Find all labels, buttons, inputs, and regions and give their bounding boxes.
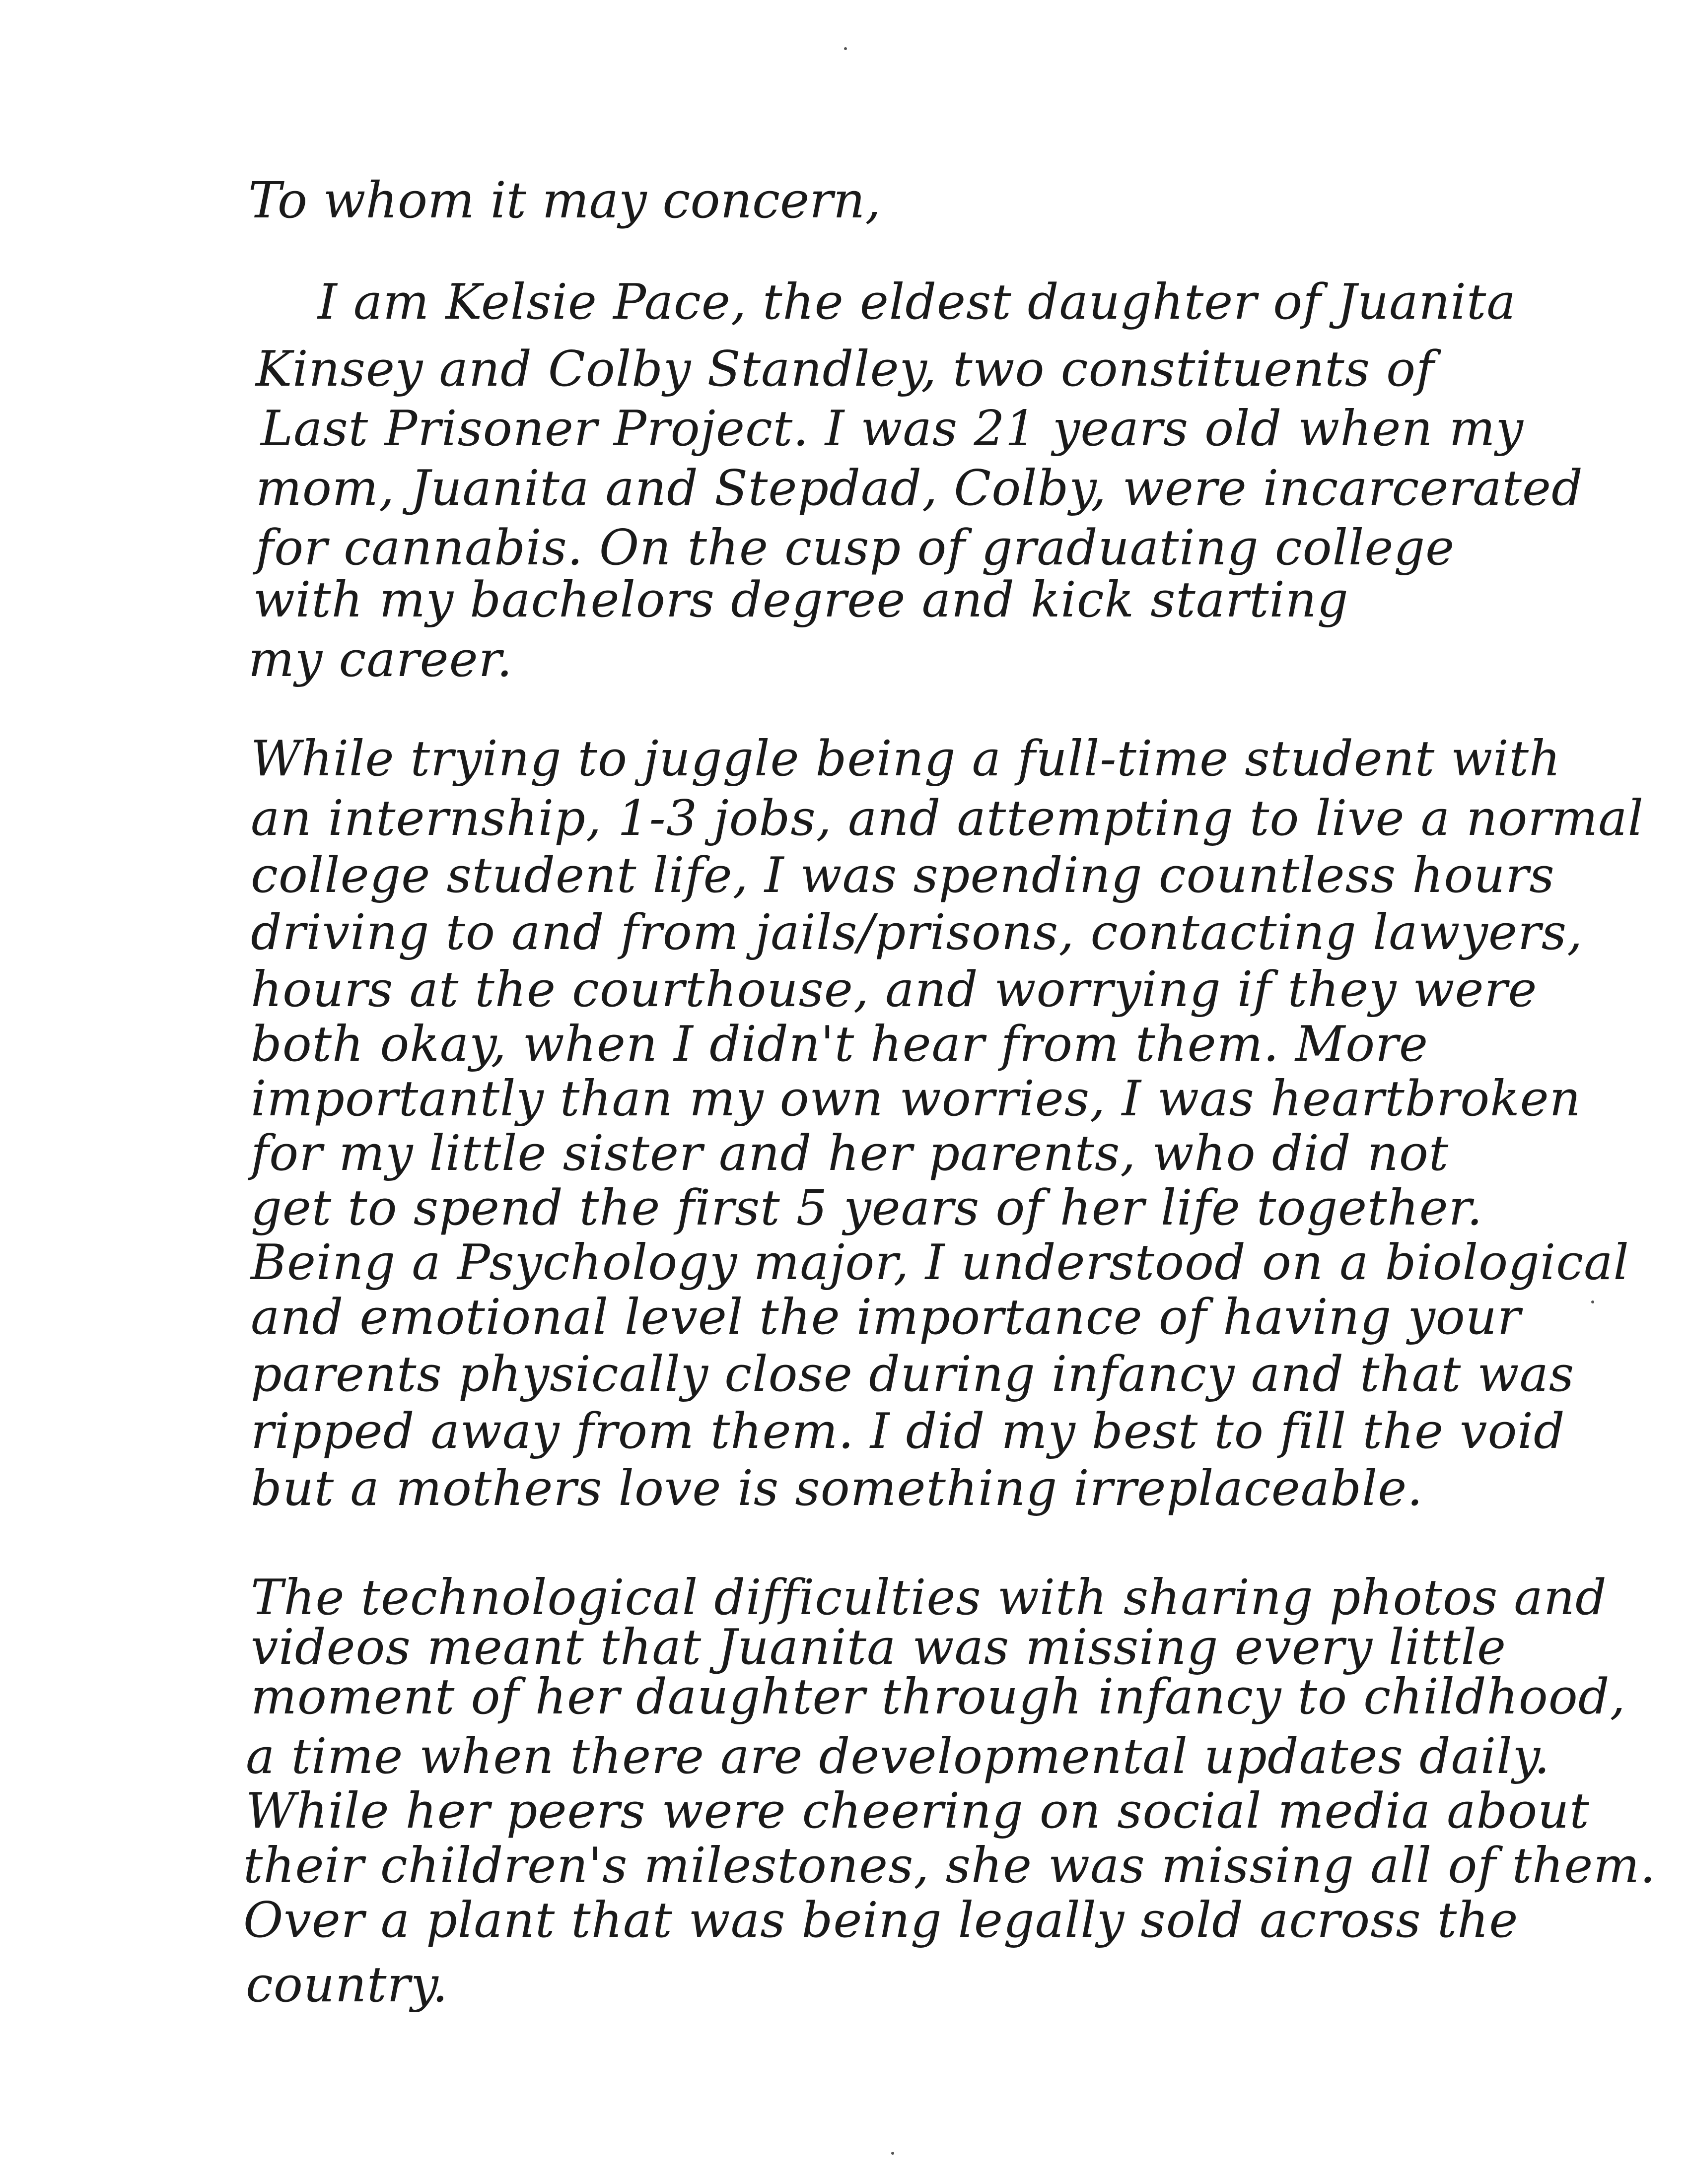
paragraph-line: driving to and from jails/prisons, contacting lawyers,: [251, 904, 1583, 961]
paragraph-line: Kinsey and Colby Standley, two constituents of: [256, 341, 1435, 398]
paragraph-line: an internship, 1-3 jobs, and attempting to live a normal: [251, 790, 1644, 847]
paragraph-line: their children's milestones, she was missing all of them.: [243, 1838, 1656, 1894]
paragraph-line: Last Prisoner Project. I was 21 years old when my: [261, 401, 1524, 457]
scan-mark: [1591, 1300, 1594, 1303]
paragraph-line: moment of her daughter through infancy to childhood,: [251, 1669, 1626, 1725]
paragraph-line: videos meant that Juanita was missing every little: [251, 1619, 1507, 1676]
paragraph-line: importantly than my own worries, I was heartbroken: [251, 1071, 1581, 1127]
paragraph-line: a time when there are developmental updates daily.: [246, 1728, 1550, 1785]
paragraph-line: with my bachelors degree and kick starting: [253, 572, 1349, 628]
paragraph-line: for my little sister and her parents, who did not: [251, 1125, 1449, 1182]
paragraph-line: I am Kelsie Pace, the eldest daughter of Juanita: [318, 274, 1516, 331]
salutation: To whom it may concern,: [248, 171, 881, 229]
paragraph-line: While her peers were cheering on social media about: [246, 1783, 1590, 1840]
paragraph-line: mom, Juanita and Stepdad, Colby, were incarcerated: [256, 460, 1583, 517]
paragraph-line: and emotional level the importance of having your: [251, 1289, 1521, 1346]
paragraph-line: get to spend the first 5 years of her life together.: [251, 1180, 1483, 1236]
paragraph-line: ripped away from them. I did my best to fill the void: [251, 1403, 1565, 1460]
paragraph-line: both okay, when I didn't hear from them. More: [251, 1016, 1429, 1073]
paragraph-line: parents physically close during infancy and that was: [251, 1346, 1575, 1403]
paragraph-line: college student life, I was spending countless hours: [251, 847, 1555, 904]
paragraph-line: hours at the courthouse, and worrying if they were: [251, 961, 1538, 1018]
paragraph-line: The technological difficulties with sharing photos and: [251, 1570, 1607, 1626]
scan-mark: [891, 2152, 894, 2155]
paragraph-line: Over a plant that was being legally sold across the: [243, 1892, 1519, 1949]
paragraph-line: Being a Psychology major, I understood on a biological: [251, 1234, 1629, 1291]
paragraph-line: but a mothers love is something irreplaceable.: [251, 1460, 1423, 1517]
paragraph-line: for cannabis. On the cusp of graduating college: [256, 520, 1455, 576]
paragraph-line: country.: [246, 1957, 448, 2013]
paragraph-line: my career.: [248, 631, 513, 688]
scan-mark: [844, 47, 847, 50]
paragraph-line: While trying to juggle being a full-time student with: [251, 731, 1561, 787]
